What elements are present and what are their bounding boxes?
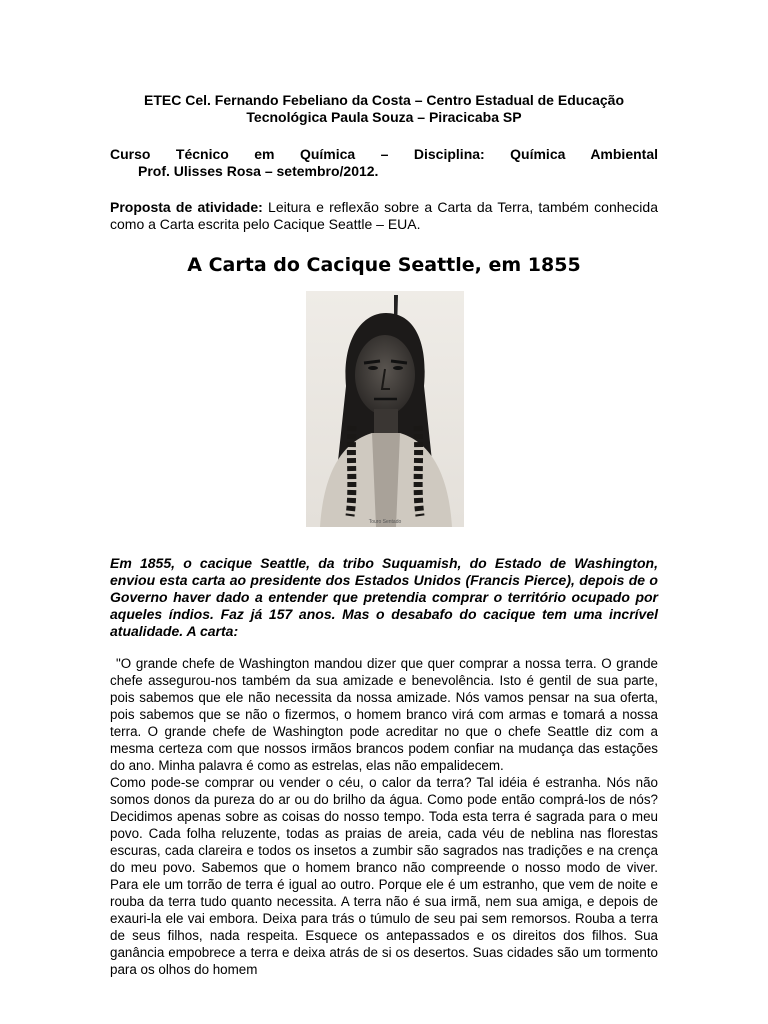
course-info: [110, 146, 658, 180]
proposal-label: Proposta de atividade:: [110, 199, 263, 215]
proposal-text: Leitura e reflexão sobre a Carta da Terra, também conhecida como a Carta escrita pelo Cacique Seattle – EUA.: [110, 199, 658, 232]
header-line-1: ETEC Cel. Fernando Febeliano da Costa – Centro Estadual de Educação: [144, 92, 624, 108]
portrait-illustration: [306, 291, 464, 527]
letter-paragraph-2: Como pode-se comprar ou vender o céu, o calor da terra? Tal idéia é estranha. Nós não somos donos da pureza do ar ou do brilho da água. Como pode então comprá-los de nós? Decidimos apenas sobre as coisas do nosso tempo. Toda esta terra é sagrada para o meu povo. Cada folha reluzente, todas as praias de areia, cada véu de neblina nas florestas escuras, cada clareira e todos os insetos a zumbir são sagrados nas tradições e na crença do meu povo. Sabemos que o homem branco não compreende o nosso modo de viver. Para ele um torrão de terra é igual ao outro. Porque ele é um estranho, que vem de noite e rouba da terra tudo quanto necessita. A terra não é sua irmã, nem sua amiga, e depois de exauri-la ele vai embora. Deixa para trás o túmulo de seu pai sem remorsos. Rouba a terra de seus filhos, nada respeita. Esquece os antepassados e os direitos dos filhos. Sua ganância empobrece a terra e deixa atrás de si os desertos. Suas cidades são um tormento para os olhos do homem: [110, 775, 658, 977]
letter-paragraph-1: "O grande chefe de Washington mandou dizer que quer comprar a nossa terra. O grande chefe assegurou-nos também da sua amizade e benevolência. Isto é gentil de sua parte, pois sabemos que ele não necessita da nossa amizade. Nós vamos pensar na sua oferta, pois sabemos que se não o fizermos, o homem branco virá com armas e tomará a nossa terra. O grande chefe de Washington pode acreditar no que o chefe Seattle diz com a mesma certeza com que nossos irmãos brancos podem confiar na mudança das estações do ano. Minha palavra é como as estrelas, elas não empalidecem.: [110, 656, 658, 773]
intro-paragraph: Em 1855, o cacique Seattle, da tribo Suquamish, do Estado de Washington, enviou esta carta ao presidente dos Estados Unidos (Francis Pierce), depois de o Governo haver dado a entender que pretendia comprar o território ocupado por aqueles índios. Faz já 157 anos. Mas o desabafo do cacique tem uma incrível atualidade. A carta:: [110, 555, 658, 639]
header-line-2: Tecnológica Paula Souza – Piracicaba SP: [246, 109, 522, 125]
activity-proposal: [110, 199, 658, 233]
course-line: Curso Técnico em Química – Disciplina: Química Ambiental: [110, 146, 658, 162]
chief-portrait-photo: [306, 291, 464, 527]
school-header: [110, 92, 658, 126]
professor-line: Prof. Ulisses Rosa – setembro/2012.: [138, 163, 379, 179]
document-title: A Carta do Cacique Seattle, em 1855: [187, 254, 581, 276]
letter-body: [110, 655, 658, 978]
photo-caption: Touro Sentado: [368, 519, 402, 525]
